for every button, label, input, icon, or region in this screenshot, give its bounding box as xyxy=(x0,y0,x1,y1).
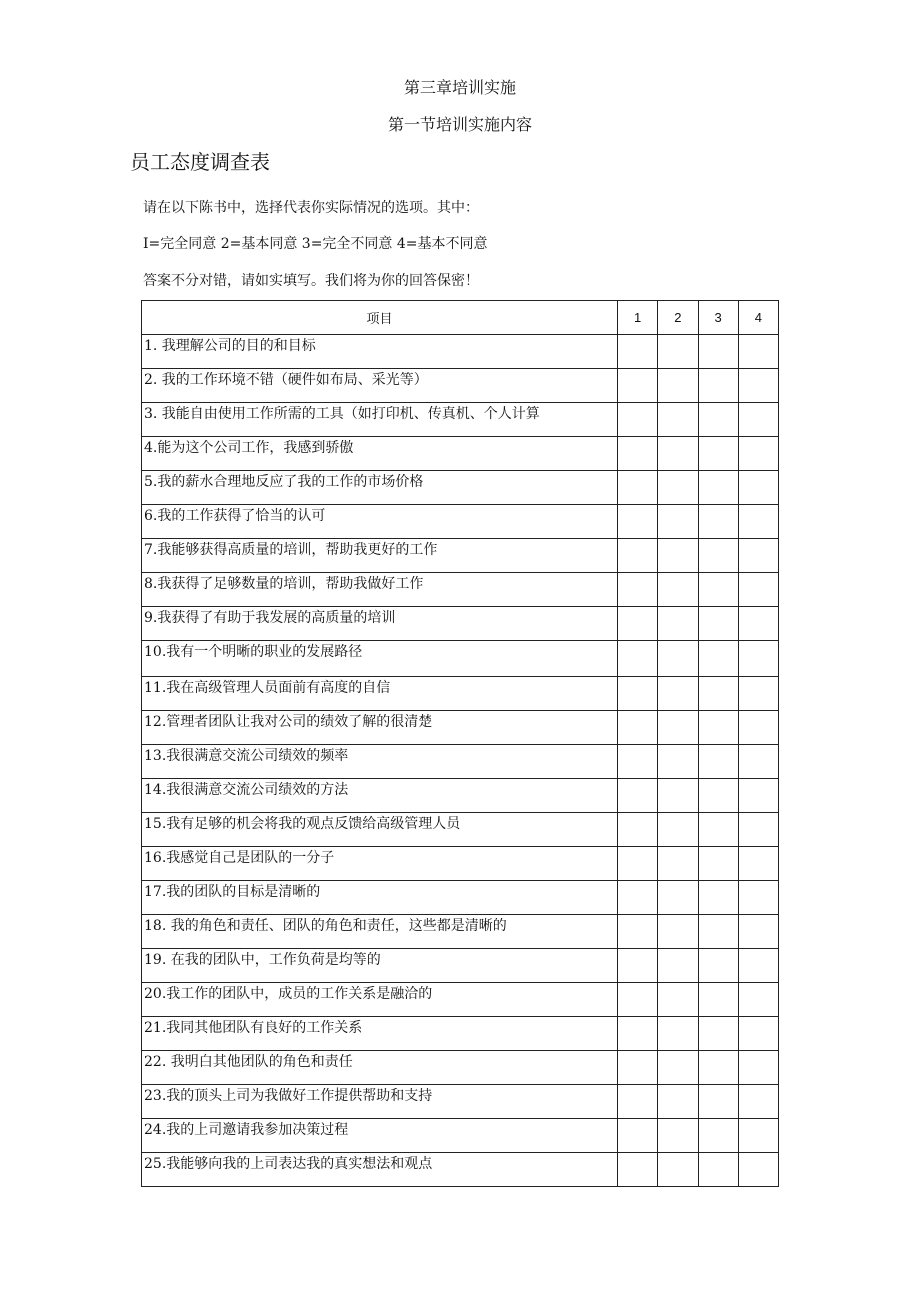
survey-item-text: 8.我获得了足够数量的培训，帮助我做好工作 xyxy=(142,573,618,607)
item-column-header: 项目 xyxy=(142,301,618,335)
table-row xyxy=(142,641,779,677)
rating-cell-2[interactable] xyxy=(658,335,698,369)
rating-cell-3[interactable] xyxy=(698,677,738,711)
rating-cell-3[interactable] xyxy=(698,711,738,745)
rating-cell-3[interactable] xyxy=(698,539,738,573)
rating-cell-1[interactable] xyxy=(618,1153,658,1187)
rating-cell-3[interactable] xyxy=(698,915,738,949)
rating-cell-4[interactable] xyxy=(738,1017,778,1051)
survey-item-text: 23.我的顶头上司为我做好工作提供帮助和支持 xyxy=(142,1085,618,1119)
rating-cell-4[interactable] xyxy=(738,711,778,745)
instruction-line: 请在以下陈书中，选择代表你实际情况的选项。其中： xyxy=(143,200,479,216)
rating-cell-4[interactable] xyxy=(738,641,778,677)
table-row xyxy=(142,1153,779,1187)
rating-cell-4[interactable] xyxy=(738,607,778,641)
table-row xyxy=(142,369,779,403)
survey-item-text: 11.我在高级管理人员面前有高度的自信 xyxy=(142,677,618,711)
rating-cell-1[interactable] xyxy=(618,711,658,745)
table-row xyxy=(142,573,779,607)
rating-cell-2[interactable] xyxy=(658,1119,698,1153)
rating-cell-1[interactable] xyxy=(618,881,658,915)
rating-cell-2[interactable] xyxy=(658,745,698,779)
rating-cell-4[interactable] xyxy=(738,1153,778,1187)
rating-cell-3[interactable] xyxy=(698,1017,738,1051)
rating-cell-1[interactable] xyxy=(618,403,658,437)
score-column-header-1: 1 xyxy=(618,301,658,335)
rating-cell-2[interactable] xyxy=(658,983,698,1017)
survey-item-text: 4.能为这个公司工作，我感到骄傲 xyxy=(142,437,618,471)
table-row xyxy=(142,539,779,573)
rating-cell-4[interactable] xyxy=(738,847,778,881)
rating-cell-3[interactable] xyxy=(698,505,738,539)
survey-item-text: 17.我的团队的目标是清晰的 xyxy=(142,881,618,915)
rating-cell-1[interactable] xyxy=(618,607,658,641)
rating-cell-3[interactable] xyxy=(698,1119,738,1153)
survey-item-text: 3. 我能自由使用工作所需的工具（如打印机、传真机、个人计算 xyxy=(142,403,618,437)
rating-cell-2[interactable] xyxy=(658,847,698,881)
rating-cell-2[interactable] xyxy=(658,403,698,437)
rating-cell-4[interactable] xyxy=(738,949,778,983)
rating-cell-2[interactable] xyxy=(658,1085,698,1119)
rating-cell-3[interactable] xyxy=(698,881,738,915)
survey-item-text: 25.我能够向我的上司表达我的真实想法和观点 xyxy=(142,1153,618,1187)
rating-cell-3[interactable] xyxy=(698,983,738,1017)
rating-cell-4[interactable] xyxy=(738,1119,778,1153)
rating-scale-legend: I=完全同意 2=基本同意 3=完全不同意 4=基本不同意 xyxy=(143,236,488,252)
rating-cell-1[interactable] xyxy=(618,677,658,711)
score-column-header-4: 4 xyxy=(738,301,778,335)
rating-cell-3[interactable] xyxy=(698,607,738,641)
rating-cell-3[interactable] xyxy=(698,641,738,677)
rating-cell-3[interactable] xyxy=(698,1153,738,1187)
rating-cell-2[interactable] xyxy=(658,539,698,573)
table-row xyxy=(142,403,779,437)
rating-cell-1[interactable] xyxy=(618,573,658,607)
table-row xyxy=(142,881,779,915)
table-row xyxy=(142,471,779,505)
table-row xyxy=(142,505,779,539)
table-row xyxy=(142,847,779,881)
rating-cell-3[interactable] xyxy=(698,335,738,369)
survey-item-text: 7.我能够获得高质量的培训，帮助我更好的工作 xyxy=(142,539,618,573)
table-row xyxy=(142,1085,779,1119)
table-row xyxy=(142,335,779,369)
score-column-header-3: 3 xyxy=(698,301,738,335)
survey-item-text: 14.我很满意交流公司绩效的方法 xyxy=(142,779,618,813)
survey-item-text: 15.我有足够的机会将我的观点反馈给高级管理人员 xyxy=(142,813,618,847)
table-row xyxy=(142,607,779,641)
rating-cell-4[interactable] xyxy=(738,779,778,813)
rating-cell-4[interactable] xyxy=(738,539,778,573)
table-header-row xyxy=(142,301,779,335)
rating-cell-4[interactable] xyxy=(738,471,778,505)
rating-cell-1[interactable] xyxy=(618,539,658,573)
table-row xyxy=(142,779,779,813)
rating-cell-2[interactable] xyxy=(658,437,698,471)
table-row xyxy=(142,745,779,779)
rating-cell-4[interactable] xyxy=(738,881,778,915)
rating-cell-2[interactable] xyxy=(658,641,698,677)
table-row xyxy=(142,983,779,1017)
table-row xyxy=(142,1051,779,1085)
rating-cell-4[interactable] xyxy=(738,573,778,607)
rating-cell-3[interactable] xyxy=(698,471,738,505)
survey-item-text: 18. 我的角色和责任、团队的角色和责任，这些都是清晰的 xyxy=(142,915,618,949)
survey-item-text: 1. 我理解公司的目的和目标 xyxy=(142,335,618,369)
rating-cell-4[interactable] xyxy=(738,813,778,847)
rating-cell-2[interactable] xyxy=(658,677,698,711)
rating-cell-4[interactable] xyxy=(738,369,778,403)
form-title: 员工态度调查表 xyxy=(130,150,270,174)
rating-cell-1[interactable] xyxy=(618,983,658,1017)
rating-cell-1[interactable] xyxy=(618,915,658,949)
rating-cell-2[interactable] xyxy=(658,915,698,949)
rating-cell-4[interactable] xyxy=(738,505,778,539)
rating-cell-2[interactable] xyxy=(658,505,698,539)
rating-cell-1[interactable] xyxy=(618,369,658,403)
table-row xyxy=(142,813,779,847)
rating-cell-3[interactable] xyxy=(698,369,738,403)
rating-cell-1[interactable] xyxy=(618,949,658,983)
rating-cell-2[interactable] xyxy=(658,711,698,745)
table-row xyxy=(142,437,779,471)
rating-cell-3[interactable] xyxy=(698,1085,738,1119)
survey-item-text: 16.我感觉自己是团队的一分子 xyxy=(142,847,618,881)
table-row xyxy=(142,677,779,711)
survey-item-text: 5.我的薪水合理地反应了我的工作的市场价格 xyxy=(142,471,618,505)
rating-cell-2[interactable] xyxy=(658,949,698,983)
rating-cell-1[interactable] xyxy=(618,813,658,847)
rating-cell-4[interactable] xyxy=(738,335,778,369)
rating-cell-4[interactable] xyxy=(738,403,778,437)
survey-item-text: 20.我工作的团队中，成员的工作关系是融洽的 xyxy=(142,983,618,1017)
survey-item-text: 24.我的上司邀请我参加决策过程 xyxy=(142,1119,618,1153)
rating-cell-2[interactable] xyxy=(658,607,698,641)
chapter-title: 第三章培训实施 xyxy=(403,78,516,97)
rating-cell-1[interactable] xyxy=(618,847,658,881)
rating-cell-4[interactable] xyxy=(738,437,778,471)
rating-cell-3[interactable] xyxy=(698,403,738,437)
survey-item-text: 22. 我明白其他团队的角色和责任 xyxy=(142,1051,618,1085)
rating-cell-1[interactable] xyxy=(618,779,658,813)
rating-cell-3[interactable] xyxy=(698,813,738,847)
rating-cell-1[interactable] xyxy=(618,335,658,369)
rating-cell-4[interactable] xyxy=(738,1085,778,1119)
rating-cell-1[interactable] xyxy=(618,745,658,779)
rating-cell-2[interactable] xyxy=(658,369,698,403)
rating-cell-1[interactable] xyxy=(618,641,658,677)
table-row xyxy=(142,711,779,745)
survey-item-text: 13.我很满意交流公司绩效的频率 xyxy=(142,745,618,779)
rating-cell-2[interactable] xyxy=(658,813,698,847)
survey-item-text: 2. 我的工作环境不错（硬件如布局、采光等） xyxy=(142,369,618,403)
survey-item-text: 10.我有一个明晰的职业的发展路径 xyxy=(142,641,618,677)
survey-table xyxy=(141,300,779,1187)
rating-cell-2[interactable] xyxy=(658,779,698,813)
table-row xyxy=(142,915,779,949)
rating-cell-3[interactable] xyxy=(698,779,738,813)
rating-cell-2[interactable] xyxy=(658,1051,698,1085)
survey-item-text: 19. 在我的团队中，工作负荷是均等的 xyxy=(142,949,618,983)
rating-cell-1[interactable] xyxy=(618,1051,658,1085)
section-title: 第一节培训实施内容 xyxy=(387,115,532,134)
rating-cell-1[interactable] xyxy=(618,1119,658,1153)
rating-cell-1[interactable] xyxy=(618,471,658,505)
score-column-header-2: 2 xyxy=(658,301,698,335)
rating-cell-4[interactable] xyxy=(738,677,778,711)
rating-cell-1[interactable] xyxy=(618,437,658,471)
rating-cell-3[interactable] xyxy=(698,847,738,881)
survey-body xyxy=(142,335,779,1187)
rating-cell-4[interactable] xyxy=(738,745,778,779)
rating-cell-4[interactable] xyxy=(738,983,778,1017)
rating-cell-3[interactable] xyxy=(698,745,738,779)
survey-item-text: 12.管理者团队让我对公司的绩效了解的很清楚 xyxy=(142,711,618,745)
survey-item-text: 9.我获得了有助于我发展的高质量的培训 xyxy=(142,607,618,641)
rating-cell-4[interactable] xyxy=(738,915,778,949)
table-row xyxy=(142,1119,779,1153)
rating-cell-1[interactable] xyxy=(618,505,658,539)
rating-cell-2[interactable] xyxy=(658,1153,698,1187)
survey-item-text: 21.我同其他团队有良好的工作关系 xyxy=(142,1017,618,1051)
confidentiality-note: 答案不分对错，请如实填写。我们将为你的回答保密！ xyxy=(143,273,479,289)
survey-item-text: 6.我的工作获得了恰当的认可 xyxy=(142,505,618,539)
table-row xyxy=(142,949,779,983)
rating-cell-1[interactable] xyxy=(618,1085,658,1119)
rating-cell-2[interactable] xyxy=(658,1017,698,1051)
rating-cell-3[interactable] xyxy=(698,949,738,983)
table-row xyxy=(142,1017,779,1051)
rating-cell-2[interactable] xyxy=(658,881,698,915)
rating-cell-2[interactable] xyxy=(658,471,698,505)
rating-cell-3[interactable] xyxy=(698,573,738,607)
rating-cell-3[interactable] xyxy=(698,1051,738,1085)
rating-cell-3[interactable] xyxy=(698,437,738,471)
rating-cell-2[interactable] xyxy=(658,573,698,607)
rating-cell-4[interactable] xyxy=(738,1051,778,1085)
rating-cell-1[interactable] xyxy=(618,1017,658,1051)
